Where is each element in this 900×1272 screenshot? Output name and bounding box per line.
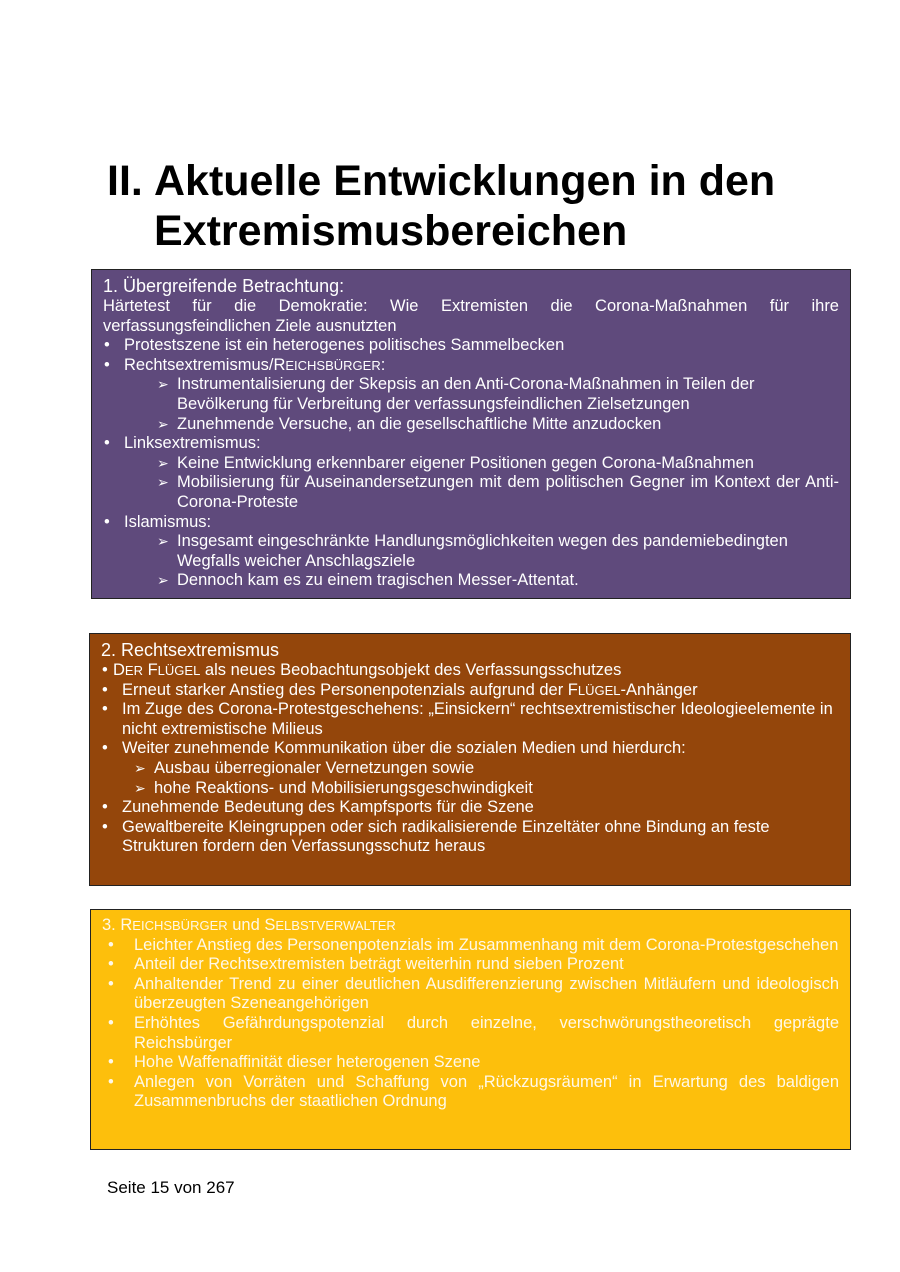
list-item-text: -Anhänger xyxy=(620,680,698,699)
reichsbuerger-list xyxy=(102,936,839,1112)
sub-list-item-text: Mobilisierung für Auseinandersetzungen mit dem politischen Gegner im Kontext der Anti-Corona-Proteste xyxy=(177,473,839,511)
list-item-text: Protestszene ist ein heterogenes politisches Sammelbecken xyxy=(124,336,565,355)
small-caps-initial: R xyxy=(120,916,133,934)
list-item-text: Anlegen von Vorräten und Schaffung von „Rückzugsräumen“ in Erwartung des baldigen Zusammenbruchs der staatlichen Ordnung xyxy=(134,1072,839,1111)
box-reichsbuerger-title xyxy=(102,916,839,936)
list-item xyxy=(101,681,838,701)
list-item xyxy=(101,818,838,857)
list-item xyxy=(101,661,838,681)
list-item-text: Hohe Waffenaffinität dieser heterogenen Szene xyxy=(134,1053,481,1072)
list-item xyxy=(101,798,838,818)
list-item xyxy=(102,975,839,1014)
colon: : xyxy=(380,355,386,374)
box-rechtsextremismus-title: 2. Rechtsextremismus xyxy=(101,640,280,660)
list-item-text: Im Zuge des Corona-Protestgeschehens: „Einsickern“ rechtsextremistischer Ideologieelemente in nicht extremistische Milieus xyxy=(122,700,833,738)
sub-list-item xyxy=(124,454,839,474)
section-heading xyxy=(107,156,867,256)
page-number-footer: Seite 15 von 267 xyxy=(107,1178,235,1197)
list-item xyxy=(103,336,839,356)
sub-list-item xyxy=(124,473,839,512)
sub-list-item xyxy=(124,375,839,414)
list-item-text: Gewaltbereite Kleingruppen oder sich radikalisierende Einzeltäter ohne Bindung an feste Strukturen fordern den Verfassungsschutz heraus xyxy=(122,817,770,856)
list-item xyxy=(102,1073,839,1112)
title-number: 3. xyxy=(102,916,116,934)
list-item-text: Weiter zunehmende Kommunikation über die sozialen Medien und hierdurch: xyxy=(122,739,686,758)
small-caps-text: EICHSBÜRGER xyxy=(285,357,381,373)
arrow-bullet-icon: ➢ xyxy=(157,572,169,589)
list-item-text: Leichter Anstieg des Personenpotenzials im Zusammenhang mit dem Corona-Protestgeschehen xyxy=(134,935,839,954)
sub-list xyxy=(124,454,839,513)
arrow-bullet-icon: ➢ xyxy=(134,779,146,796)
sub-list-item-text: Zunehmende Versuche, an die gesellschaftliche Mitte anzudocken xyxy=(177,414,662,433)
small-caps-initial: D xyxy=(113,661,125,679)
heading-line-1: Aktuelle Entwicklungen in den xyxy=(154,157,776,205)
sub-list-item-text: Insgesamt eingeschränkte Handlungsmöglichkeiten wegen des pandemiebedingten Wegfalls weicher Anschlagsziele xyxy=(177,532,788,570)
list-item xyxy=(102,936,839,956)
sub-list-item-text: hohe Reaktions- und Mobilisierungsgeschwindigkeit xyxy=(154,778,533,797)
box-rechtsextremismus xyxy=(89,633,851,886)
sub-list xyxy=(122,759,838,798)
list-item xyxy=(103,434,839,512)
sub-list-item-text: Ausbau überregionaler Vernetzungen sowie xyxy=(154,758,475,777)
sub-list xyxy=(124,532,839,591)
arrow-bullet-icon: ➢ xyxy=(157,533,169,550)
list-item xyxy=(103,513,839,591)
arrow-bullet-icon: ➢ xyxy=(157,415,169,432)
sub-list xyxy=(124,375,839,434)
sub-list-item-text: Keine Entwicklung erkennbarer eigener Positionen gegen Corona-Maßnahmen xyxy=(177,453,754,472)
list-item xyxy=(101,739,838,798)
overview-list xyxy=(103,336,839,591)
arrow-bullet-icon: ➢ xyxy=(157,474,169,491)
list-item-text: Islamismus: xyxy=(124,512,212,531)
list-item-text: Erneut starker Anstieg des Personenpotenzials aufgrund der xyxy=(122,680,564,699)
sub-list-item xyxy=(124,415,839,435)
sub-list-item xyxy=(122,779,838,799)
list-item xyxy=(102,1053,839,1073)
title-text: und xyxy=(232,916,260,934)
sub-list-item xyxy=(124,532,839,571)
sub-list-item xyxy=(122,759,838,779)
list-item xyxy=(103,356,839,434)
arrow-bullet-icon: ➢ xyxy=(157,376,169,393)
list-item-text: Anhaltender Trend zu einer deutlichen Ausdifferenzierung zwischen Mitläufern und ideologisch überzeugten Szeneangehörigen xyxy=(134,974,839,1013)
list-item-text: Zunehmende Bedeutung des Kampfsports für die Szene xyxy=(122,798,534,817)
list-item-text: Rechtsextremismus/ xyxy=(124,355,274,374)
arrow-bullet-icon: ➢ xyxy=(134,759,146,776)
small-caps-text: EICHSBÜRGER xyxy=(132,918,228,933)
list-item xyxy=(102,955,839,975)
sub-list-item-text: Instrumentalisierung der Skepsis an den Anti-Corona-Maßnahmen in Teilen der Bevölkerung für Verbreitung der verfassungsfeindlichen Zielsetzungen xyxy=(177,375,755,413)
list-item-text: Anteil der Rechtsextremisten beträgt weiterhin rund sieben Prozent xyxy=(134,955,624,974)
box-overview-intro: Härtetest für die Demokratie: Wie Extremisten die Corona-Maßnahmen für ihre verfassungsfeindlichen Ziele ausnutzten xyxy=(103,297,839,335)
small-caps-text: ELBSTVERWALTER xyxy=(275,918,396,933)
box-reichsbuerger xyxy=(90,909,851,1150)
list-item xyxy=(102,1014,839,1053)
box-overview-title: 1. Übergreifende Betrachtung: xyxy=(103,276,345,296)
small-caps-initial: S xyxy=(264,916,276,934)
small-caps-text: ER xyxy=(124,663,143,678)
sub-list-item xyxy=(124,571,839,591)
heading-line-2: Extremismusbereichen xyxy=(154,207,628,255)
box-overview xyxy=(91,269,851,599)
small-caps-initial: F xyxy=(147,661,158,679)
arrow-bullet-icon: ➢ xyxy=(157,454,169,471)
sub-list-item-text: Dennoch kam es zu einem tragischen Messer-Attentat. xyxy=(177,571,579,590)
small-caps-text: LÜGEL xyxy=(157,663,201,678)
section-number: II. xyxy=(107,157,143,205)
small-caps-initial: R xyxy=(273,355,286,374)
list-item xyxy=(101,700,838,739)
rechtsextremismus-list xyxy=(101,661,838,857)
list-item-text: Erhöhtes Gefährdungspotenzial durch einzelne, verschwörungstheoretisch geprägte Reichsbürger xyxy=(134,1013,839,1052)
small-caps-initial: F xyxy=(567,680,578,699)
small-caps-text: LÜGEL xyxy=(577,682,621,698)
list-item-text: Linksextremismus: xyxy=(124,434,261,453)
list-item-text: als neues Beobachtungsobjekt des Verfassungsschutzes xyxy=(204,661,622,679)
